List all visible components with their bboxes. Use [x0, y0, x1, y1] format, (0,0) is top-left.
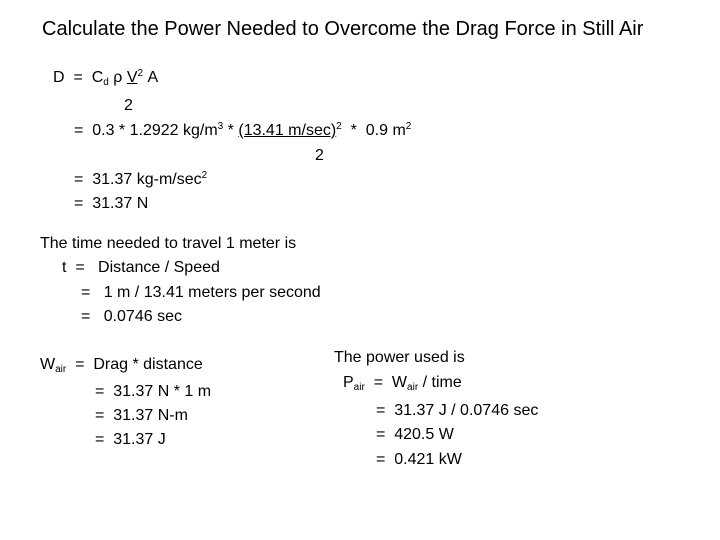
time-result-line: = 0.0746 sec: [81, 308, 182, 325]
density-symbol: ρ: [113, 69, 123, 86]
work-line: = 31.37 J: [95, 431, 166, 448]
power-value: 0.421 kW: [394, 451, 462, 468]
time-formula-line: t = Distance / Speed: [62, 259, 220, 276]
work-value: 31.37 N-m: [113, 407, 188, 424]
time-intro: The time needed to travel 1 meter is: [40, 235, 297, 252]
drag-result-value: 31.37 kg-m/sec: [92, 171, 202, 188]
power-line: = 420.5 W: [376, 426, 454, 443]
area-value: 0.9 m: [365, 122, 406, 139]
drag-final-line: = 31.37 N: [74, 195, 149, 212]
power-formula-rest: / time: [422, 374, 462, 391]
power-symbol: $P_{air}$: [343, 374, 365, 393]
work-symbol: $W_{air}$: [40, 356, 67, 375]
slide-title: Calculate the Power Needed to Overcome the Drag Force in Still Air: [42, 18, 644, 40]
power-line: = 0.421 kW: [376, 451, 462, 468]
work-value: 31.37 J: [113, 431, 166, 448]
velocity-exponent: 2: [137, 68, 144, 79]
drag-substitution-factors: 0.3 * 1.2922 kg/m: [92, 122, 218, 139]
work-ref: $W_{air}$: [391, 374, 419, 393]
time-symbol: t: [62, 259, 67, 276]
power-value: 31.37 J / 0.0746 sec: [394, 402, 539, 419]
time-formula: Distance / Speed: [98, 259, 220, 276]
drag-substitution-line: = 0.3 * 1.2922 $kg/m^3 * (13.41$ m/sec)$^2$ * 0.9 $m^2$: [74, 121, 412, 139]
area-symbol: A: [147, 69, 159, 86]
drag-substitution-denominator: 2: [315, 147, 324, 164]
drag-final-value: 31.37 N: [92, 195, 149, 212]
drag-symbol: D: [53, 69, 65, 86]
power-formula-line: $P_{air} = W_{air}$ / time: [343, 374, 462, 393]
equals-sign: =: [74, 122, 84, 139]
work-value: 31.37 N * 1 m: [113, 383, 212, 400]
time-substitution: 1 m / 13.41 meters per second: [103, 284, 321, 301]
drag-coefficient: $C_d$: [91, 69, 109, 88]
drag-result-line: = 31.37 $kg-m/\sec^2$: [74, 170, 208, 188]
power-value: 420.5 W: [394, 426, 454, 443]
work-formula-line: $W_{air}$ = Drag * distance: [40, 356, 203, 375]
equals-sign: =: [73, 69, 83, 86]
work-line: = 31.37 N * 1 m: [95, 383, 212, 400]
work-line: = 31.37 N-m: [95, 407, 188, 424]
time-substitution-line: = 1 m / 13.41 meters per second: [81, 284, 321, 301]
power-line: = 31.37 J / 0.0746 sec: [376, 402, 539, 419]
drag-formula-denominator: 2: [124, 97, 133, 114]
power-intro: The power used is: [334, 349, 465, 366]
speed-term: (13.41 m/sec): [238, 122, 337, 139]
drag-formula-line: [53, 68, 158, 88]
velocity-symbol: V: [126, 69, 138, 86]
time-result: 0.0746 sec: [103, 308, 182, 325]
work-formula: Drag * distance: [93, 356, 203, 373]
